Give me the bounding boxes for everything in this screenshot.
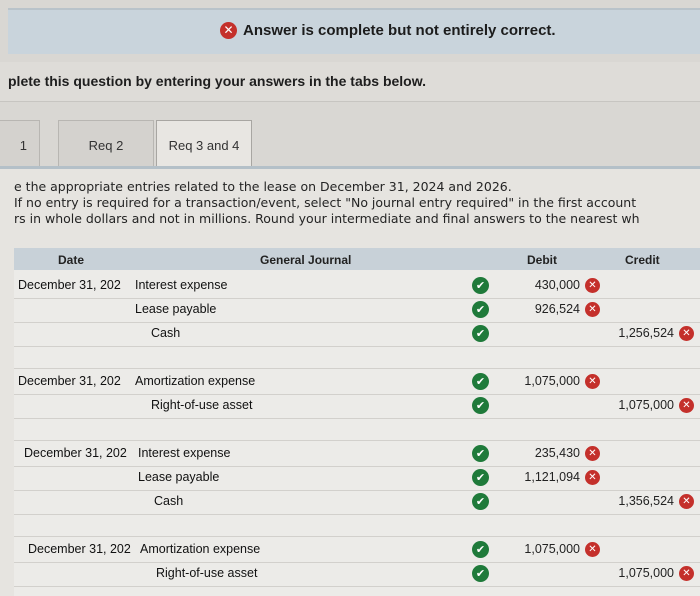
instruction-bar	[0, 62, 700, 102]
check-icon: ✔	[472, 301, 489, 318]
x-circle-icon: ✕	[585, 278, 600, 293]
table-row	[14, 370, 700, 394]
tab-label: Req 3 and 4	[168, 138, 240, 153]
date-cell[interactable]: December 31, 202	[18, 374, 121, 388]
table-row	[14, 490, 700, 514]
account-cell[interactable]: Lease payable	[135, 302, 217, 316]
instruction-text: plete this question by entering your answers in the tabs below.	[8, 73, 426, 89]
check-icon: ✔	[472, 277, 489, 294]
table-row	[14, 322, 700, 346]
debit-cell[interactable]: 1,121,094	[524, 470, 580, 484]
tab-bar	[0, 112, 700, 170]
account-cell[interactable]: Cash	[154, 494, 184, 508]
table-row	[14, 538, 700, 562]
account-cell[interactable]: Amortization expense	[140, 542, 261, 556]
table-row	[14, 298, 700, 322]
table-row	[14, 274, 700, 298]
check-icon: ✔	[472, 325, 489, 342]
description-line: If no entry is required for a transaction/event, select "No journal entry required" in the first account	[14, 195, 637, 210]
tab-label: 1	[19, 138, 27, 153]
x-circle-icon: ✕	[585, 374, 600, 389]
tab-req-1[interactable]	[0, 120, 40, 170]
header-debit: Debit	[527, 253, 557, 267]
header-date: Date	[58, 253, 85, 267]
debit-cell[interactable]: 235,430	[534, 446, 580, 460]
check-icon: ✔	[472, 469, 489, 486]
account-cell[interactable]: Interest expense	[135, 278, 228, 292]
x-circle-icon: ✕	[679, 494, 694, 509]
check-icon: ✔	[472, 541, 489, 558]
x-circle-icon: ✕	[585, 446, 600, 461]
debit-cell[interactable]: 926,524	[534, 302, 580, 316]
tab-content	[0, 169, 700, 596]
row-divider	[14, 514, 700, 515]
feedback-text: Answer is complete but not entirely correct.	[243, 22, 556, 39]
check-icon: ✔	[472, 397, 489, 414]
date-cell[interactable]: December 31, 202	[18, 278, 121, 292]
x-circle-icon: ✕	[585, 542, 600, 557]
tab-req-3-and-4[interactable]	[156, 120, 252, 170]
credit-cell[interactable]: 1,075,000	[618, 566, 674, 580]
row-divider	[14, 368, 700, 369]
x-circle-icon: ✕	[220, 22, 237, 39]
x-circle-icon: ✕	[585, 470, 600, 485]
description-line: rs in whole dollars and not in millions. Round your intermediate and final answers to the nearest wh	[14, 211, 640, 226]
row-divider	[14, 586, 700, 587]
row-divider	[14, 440, 700, 441]
debit-cell[interactable]: 1,075,000	[524, 542, 580, 556]
feedback-message	[220, 22, 556, 39]
account-cell[interactable]: Right-of-use asset	[156, 566, 258, 580]
check-icon: ✔	[472, 373, 489, 390]
row-divider	[14, 418, 700, 419]
table-row	[14, 466, 700, 490]
x-circle-icon: ✕	[585, 302, 600, 317]
debit-cell[interactable]: 430,000	[534, 278, 580, 292]
date-cell[interactable]: December 31, 202	[24, 446, 127, 460]
check-icon: ✔	[472, 565, 489, 582]
row-divider	[14, 346, 700, 347]
credit-cell[interactable]: 1,356,524	[618, 494, 674, 508]
table-row	[14, 442, 700, 466]
date-cell[interactable]: December 31, 202	[28, 542, 131, 556]
account-cell[interactable]: Right-of-use asset	[151, 398, 253, 412]
tab-label: Req 2	[88, 138, 124, 153]
account-cell[interactable]: Cash	[151, 326, 181, 340]
x-circle-icon: ✕	[679, 326, 694, 341]
table-row	[14, 562, 700, 586]
account-cell[interactable]: Amortization expense	[135, 374, 256, 388]
x-circle-icon: ✕	[679, 398, 694, 413]
credit-cell[interactable]: 1,256,524	[618, 326, 674, 340]
credit-cell[interactable]: 1,075,000	[618, 398, 674, 412]
header-credit: Credit	[625, 253, 660, 267]
check-icon: ✔	[472, 493, 489, 510]
account-cell[interactable]: Interest expense	[138, 446, 231, 460]
x-circle-icon: ✕	[679, 566, 694, 581]
tab-req-2[interactable]	[58, 120, 154, 170]
header-general-journal: General Journal	[260, 253, 352, 267]
feedback-banner	[8, 8, 700, 54]
table-row	[14, 394, 700, 418]
account-cell[interactable]: Lease payable	[138, 470, 220, 484]
description-line: e the appropriate entries related to the lease on December 31, 2024 and 2026.	[14, 179, 512, 194]
debit-cell[interactable]: 1,075,000	[524, 374, 580, 388]
check-icon: ✔	[472, 445, 489, 462]
row-divider	[14, 536, 700, 537]
question-description	[14, 179, 640, 227]
journal-entry-table	[14, 248, 700, 596]
table-header	[14, 248, 700, 270]
